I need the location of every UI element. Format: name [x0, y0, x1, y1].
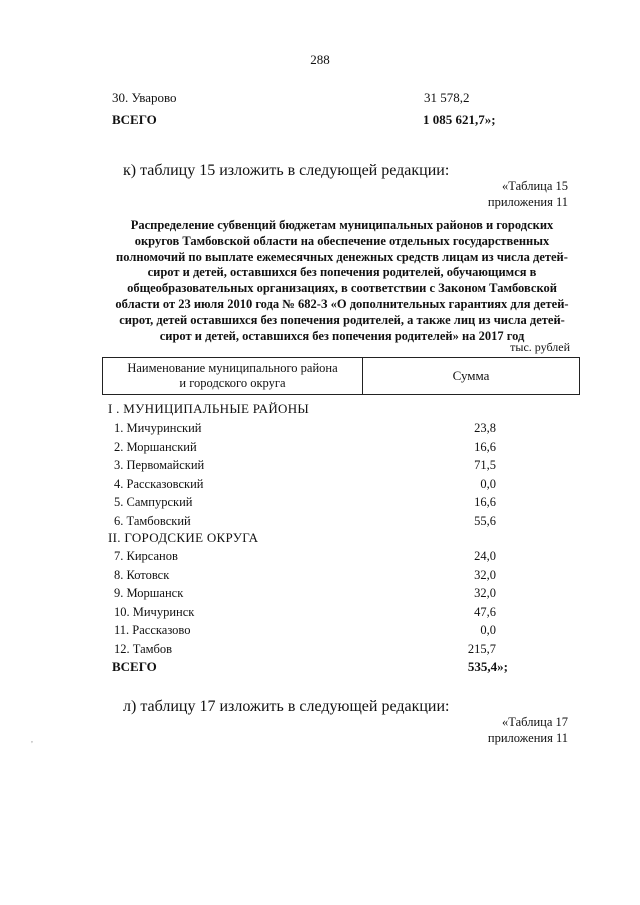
row-name: 6. Тамбовский — [114, 514, 191, 528]
row-value: 215,7 — [467, 641, 496, 656]
margin-mark: , — [31, 735, 33, 744]
table15-title: Распределение субвенций бюджетам муниципальных районов и городских округов Тамбовской области на обеспечение отдельных государственных полномочий по выплате ежемесячных денежных средств лицам из числа детей-сирот и детей, оставшихся без попечения родителей, обучающимся в общеобразовательных организациях, в соответствии с Законом Тамбовской области от 23 июля 2010 года № 682-З «О дополнительных гарантиях для детей-сирот, детей оставшихся без попечения родителей, а также лиц из числа детей-сирот и детей, оставшихся без попечения родителей» на 2017 год — [115, 218, 569, 343]
table-ref-line2: приложения 11 — [487, 731, 568, 745]
table-row — [114, 495, 496, 513]
section-city-districts: II. ГОРОДСКИЕ ОКРУГА — [108, 530, 259, 545]
section-municipal-districts: I . МУНИЦИПАЛЬНЫЕ РАЙОНЫ — [108, 401, 310, 416]
previous-last-row-name: 30. Уварово — [112, 90, 177, 105]
row-value: 0,0 — [480, 476, 496, 491]
amendment-l-table-ref — [488, 714, 568, 746]
page-number: 288 — [310, 52, 330, 67]
table-row — [114, 549, 496, 567]
table-row — [114, 605, 496, 623]
table15-header — [102, 357, 580, 395]
amendment-k-instruction: к) таблицу 15 изложить в следующей редакции: — [123, 162, 450, 179]
previous-total-label: ВСЕГО — [112, 112, 157, 127]
row-name: 4. Рассказовский — [114, 476, 204, 491]
table-row — [114, 440, 496, 458]
previous-total-value: 1 085 621,7»; — [423, 112, 496, 127]
table15-units: тыс. рублей — [510, 340, 570, 354]
row-value: 71,5 — [474, 458, 496, 473]
table-row — [114, 642, 496, 660]
row-name: 1. Мичуринский — [114, 421, 202, 435]
row-name: 3. Первомайский — [114, 458, 205, 473]
row-name: 7. Кирсанов — [114, 549, 178, 563]
row-value: 55,6 — [474, 514, 496, 528]
table-ref-line1: «Таблица 15 — [502, 179, 568, 193]
table-ref-line2: приложения 11 — [487, 195, 568, 209]
amendment-l-instruction: л) таблицу 17 изложить в следующей редакции: — [123, 698, 450, 715]
row-name: 9. Моршанск — [114, 586, 184, 600]
row-name: 2. Моршанский — [114, 439, 197, 454]
row-name: 12. Тамбов — [114, 641, 173, 656]
row-value: 23,8 — [474, 421, 496, 435]
header-sum-column: Сумма — [452, 368, 490, 383]
row-value: 24,0 — [474, 549, 496, 563]
header-name-line2: и городского округа — [179, 376, 286, 390]
amendment-k-table-ref — [488, 178, 568, 210]
table15-total-row — [112, 659, 508, 675]
table15-total-label: ВСЕГО — [112, 659, 157, 674]
row-value: 16,6 — [474, 439, 496, 454]
table-row — [114, 586, 496, 604]
row-name: 11. Рассказово — [114, 623, 191, 637]
previous-last-row-value: 31 578,2 — [424, 90, 470, 105]
row-name: 8. Котовск — [114, 567, 170, 582]
row-value: 16,6 — [474, 495, 496, 510]
table-ref-line1: «Таблица 17 — [502, 715, 568, 729]
header-name-line1: Наименование муниципального района — [127, 361, 338, 375]
table-row — [114, 458, 496, 476]
table-row — [114, 477, 496, 495]
row-value: 47,6 — [474, 604, 496, 619]
table-row — [114, 568, 496, 586]
row-name: 5. Сампурский — [114, 495, 193, 510]
header-name-column — [103, 358, 363, 394]
row-value: 32,0 — [474, 586, 496, 600]
row-value: 32,0 — [474, 567, 496, 582]
table15-total-value: 535,4»; — [467, 659, 508, 674]
table-row — [114, 623, 496, 641]
row-name: 10. Мичуринск — [114, 604, 195, 619]
table-row — [114, 421, 496, 439]
row-value: 0,0 — [480, 623, 496, 637]
